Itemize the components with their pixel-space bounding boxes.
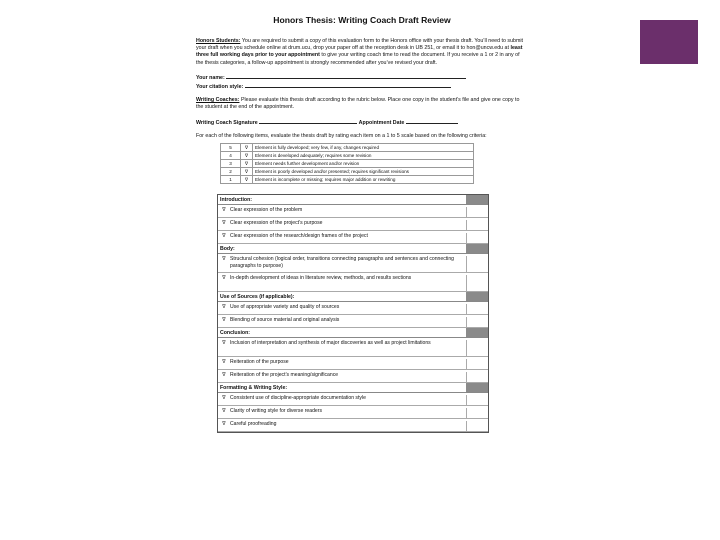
section-title: Formatting & Writing Style:: [220, 385, 288, 392]
check-icon: ∇: [222, 317, 226, 324]
score-column-header: [466, 328, 488, 337]
check-icon: ∇: [222, 275, 226, 282]
document-page: [196, 15, 528, 433]
scale-number: 4: [221, 152, 241, 160]
section-title: Body:: [220, 246, 235, 253]
scale-number: 3: [221, 160, 241, 168]
rubric-item-text: Clarity of writing style for diverse readers: [230, 408, 323, 415]
citation-field: [196, 82, 528, 91]
scale-number: 2: [221, 168, 241, 176]
rubric-table: [217, 194, 489, 433]
student-fields: [196, 73, 528, 91]
rubric-item: [218, 302, 488, 315]
rubric-item: [218, 393, 488, 406]
scale-description: Element is fully developed; very few, if any, changes required: [253, 144, 474, 152]
page-title: Honors Thesis: Writing Coach Draft Review: [273, 15, 451, 25]
rubric-item-text: Clear expression of the research/design frames of the project: [230, 233, 368, 240]
rubric-item: [218, 370, 488, 383]
date-label: Appointment Date: [358, 119, 405, 126]
coaches-text: Please evaluate this thesis draft according to the rubric below. Place one copy in the student’s file and give one copy to the student at the end of the appointment.: [196, 97, 520, 111]
coaches-paragraph: [196, 97, 528, 111]
accent-square: [640, 20, 698, 64]
score-cell[interactable]: [466, 207, 488, 217]
instructions: For each of the following items, evaluate the thesis draft by rating each item on a 1 to 5 scale based on the following criteria:: [196, 132, 487, 139]
students-text-2: to give your writing coach time to read the document. If you receive a 1 or 2 in any of the thesis categories, a follow-up appointment is strongly recommended after you’ve revised your draft.: [196, 52, 520, 66]
score-column-header: [466, 195, 488, 204]
signature-label: Writing Coach Signature: [196, 119, 258, 126]
citation-input[interactable]: [245, 82, 451, 88]
score-cell[interactable]: [466, 372, 488, 382]
check-icon: ∇: [241, 144, 253, 152]
students-text-1: You are required to submit a copy of this evaluation form to the Honors office with your thesis draft. You’ll need to submit your draft when you schedule online at drum.ucu, drop your paper off at the reception desk in UB 251, or email it to hon@uncw.edu at: [196, 38, 524, 52]
rubric-section-heading: [218, 195, 488, 205]
score-cell[interactable]: [466, 304, 488, 314]
rubric-item: [218, 406, 488, 419]
rubric-item: [218, 254, 488, 273]
scale-row: [221, 152, 474, 160]
scale-description: Element is incomplete or missing; requires major addition or rewriting: [253, 176, 474, 184]
rubric-item-text: Use of appropriate variety and quality of sources: [230, 304, 340, 311]
rubric-item: [218, 231, 488, 244]
check-icon: ∇: [241, 176, 253, 184]
rubric-item: [218, 273, 488, 292]
rubric-item-text: Reiteration of the project’s meaning/significance: [230, 372, 339, 379]
rubric-section-heading: [218, 383, 488, 393]
section-title: Conclusion:: [220, 330, 250, 337]
rubric-item: [218, 357, 488, 370]
score-column-header: [466, 383, 488, 392]
check-icon: ∇: [222, 220, 226, 227]
rubric-item-text: Consistent use of discipline-appropriate documentation style: [230, 395, 366, 402]
rubric-section-heading: [218, 244, 488, 254]
rating-scale-table: [220, 143, 474, 184]
rubric-section-heading: [218, 292, 488, 302]
name-input[interactable]: [226, 73, 466, 79]
students-label: Honors Students:: [196, 38, 241, 44]
check-icon: ∇: [222, 233, 226, 240]
rubric-item: [218, 419, 488, 432]
check-icon: ∇: [241, 152, 253, 160]
score-cell[interactable]: [466, 395, 488, 405]
check-icon: ∇: [222, 304, 226, 311]
check-icon: ∇: [222, 421, 226, 428]
check-icon: ∇: [222, 359, 226, 366]
students-paragraph: [196, 38, 528, 67]
rubric-item: [218, 218, 488, 231]
score-cell[interactable]: [466, 233, 488, 243]
rubric-item: [218, 205, 488, 218]
rubric-item-text: Clear expression of the project’s purpose: [230, 220, 323, 227]
check-icon: ∇: [222, 395, 226, 402]
check-icon: ∇: [241, 168, 253, 176]
section-title: Use of Sources (if applicable):: [220, 294, 295, 301]
name-field: [196, 73, 528, 82]
score-cell[interactable]: [466, 359, 488, 369]
scale-row: [221, 176, 474, 184]
check-icon: ∇: [222, 408, 226, 415]
score-cell[interactable]: [466, 408, 488, 418]
scale-description: Element needs further development and/or revision: [253, 160, 474, 168]
scale-number: 1: [221, 176, 241, 184]
score-cell[interactable]: [466, 340, 488, 356]
check-icon: ∇: [222, 256, 226, 263]
check-icon: ∇: [222, 372, 226, 379]
rubric-item-text: Clear expression of the problem: [230, 207, 303, 214]
check-icon: ∇: [222, 340, 226, 347]
rubric-item-text: Reiteration of the purpose: [230, 359, 289, 366]
score-column-header: [466, 244, 488, 253]
check-icon: ∇: [222, 207, 226, 214]
check-icon: ∇: [241, 160, 253, 168]
rubric-section-heading: [218, 328, 488, 338]
name-label: Your name:: [196, 74, 225, 81]
section-title: Introduction:: [220, 197, 252, 204]
rubric-item-text: Inclusion of interpretation and synthesis of major discoveries as well as project limitations: [230, 340, 431, 347]
students-deadline: least three full working days prior to your appointment: [196, 45, 523, 59]
rubric-item-text: Structural cohesion (logical order, transitions connecting paragraphs and sentences and connecting paragraphs to purpose): [230, 256, 454, 270]
scale-number: 5: [221, 144, 241, 152]
scale-description: Element is poorly developed and/or presented; requires significant revisions: [253, 168, 474, 176]
signature-row: [196, 118, 528, 127]
rubric-item: [218, 338, 488, 357]
score-cell[interactable]: [466, 275, 488, 291]
rubric-item: [218, 315, 488, 328]
score-cell[interactable]: [466, 256, 488, 272]
score-cell[interactable]: [466, 220, 488, 230]
scale-row: [221, 144, 474, 152]
rubric-item-text: Careful proofreading: [230, 421, 277, 428]
scale-description: Element is developed adequately; requires some revision: [253, 152, 474, 160]
date-input[interactable]: [406, 118, 458, 124]
scale-row: [221, 168, 474, 176]
score-cell[interactable]: [466, 421, 488, 431]
coaches-label: Writing Coaches:: [196, 97, 240, 104]
rubric-item-text: Blending of source material and original analysis: [230, 317, 340, 324]
score-cell[interactable]: [466, 317, 488, 327]
signature-input[interactable]: [259, 118, 357, 124]
citation-label: Your citation style:: [196, 84, 244, 91]
score-column-header: [466, 292, 488, 301]
scale-row: [221, 160, 474, 168]
rubric-item-text: In-depth development of ideas in literature review, methods, and results sections: [230, 275, 412, 282]
